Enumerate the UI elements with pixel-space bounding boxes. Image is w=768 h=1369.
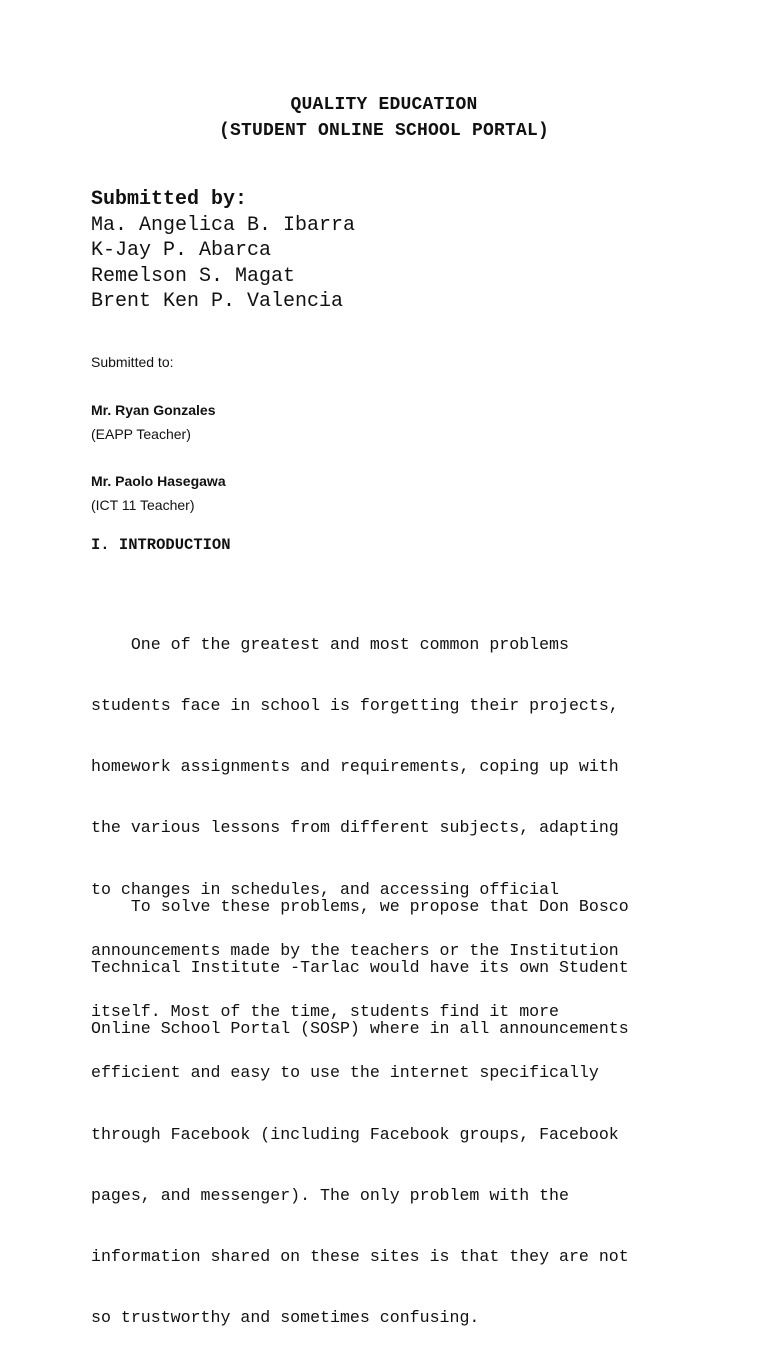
paragraph-line: homework assignments and requirements, coping up with: [91, 757, 619, 777]
submitted-to-label: Submitted to:: [91, 354, 174, 370]
paragraph-line: Technical Institute -Tarlac would have its own Student: [91, 958, 629, 978]
paragraph-line: information shared on these sites is that they are not: [91, 1247, 629, 1266]
title-line-1: QUALITY EDUCATION: [290, 95, 478, 115]
teacher-role: (EAPP Teacher): [91, 426, 191, 442]
paragraph-line: Online School Portal (SOSP) where in all announcements: [91, 1019, 629, 1039]
paragraph-line: to changes in schedules, and accessing official: [91, 879, 560, 899]
member-name: Ma. Angelica B. Ibarra: [91, 213, 356, 237]
member-name: Remelson S. Magat: [91, 264, 296, 288]
paragraph-line: students face in school is forgetting their projects,: [91, 696, 619, 716]
paragraph-line: To solve these problems, we propose that Don Bosco: [91, 896, 629, 916]
paragraph-line: announcements made by the teachers or the Institution: [91, 940, 619, 960]
teacher-role: (ICT 11 Teacher): [91, 497, 195, 513]
paragraph-line: so trustworthy and sometimes confusing.: [91, 1308, 480, 1328]
document-title: [0, 92, 768, 144]
paragraph-line: through Facebook (including Facebook groups, Facebook: [91, 1124, 619, 1144]
teacher-entry: [91, 398, 215, 446]
member-name: K-Jay P. Abarca: [91, 239, 272, 262]
paragraph-line: efficient and easy to use the internet specifically: [91, 1063, 599, 1083]
paragraph-line: One of the greatest and most common problems: [91, 634, 569, 654]
teacher-name: Mr. Paolo Hasegawa: [91, 473, 226, 489]
submitted-by-label: Submitted by:: [91, 188, 248, 211]
paragraph-line: pages, and messenger). The only problem with the: [91, 1185, 569, 1205]
submitted-by-block: [91, 187, 711, 315]
section-heading-introduction: I. INTRODUCTION: [91, 536, 231, 554]
teacher-entry: [91, 469, 226, 517]
paragraph-line: itself. Most of the time, students find it more: [91, 1002, 560, 1022]
introduction-paragraph-2: [91, 856, 681, 1080]
title-line-2: (STUDENT ONLINE SCHOOL PORTAL): [218, 121, 550, 141]
teacher-name: Mr. Ryan Gonzales: [91, 402, 216, 418]
member-name: Brent Ken P. Valencia: [91, 290, 344, 313]
paragraph-line: the various lessons from different subjects, adapting: [91, 818, 619, 838]
